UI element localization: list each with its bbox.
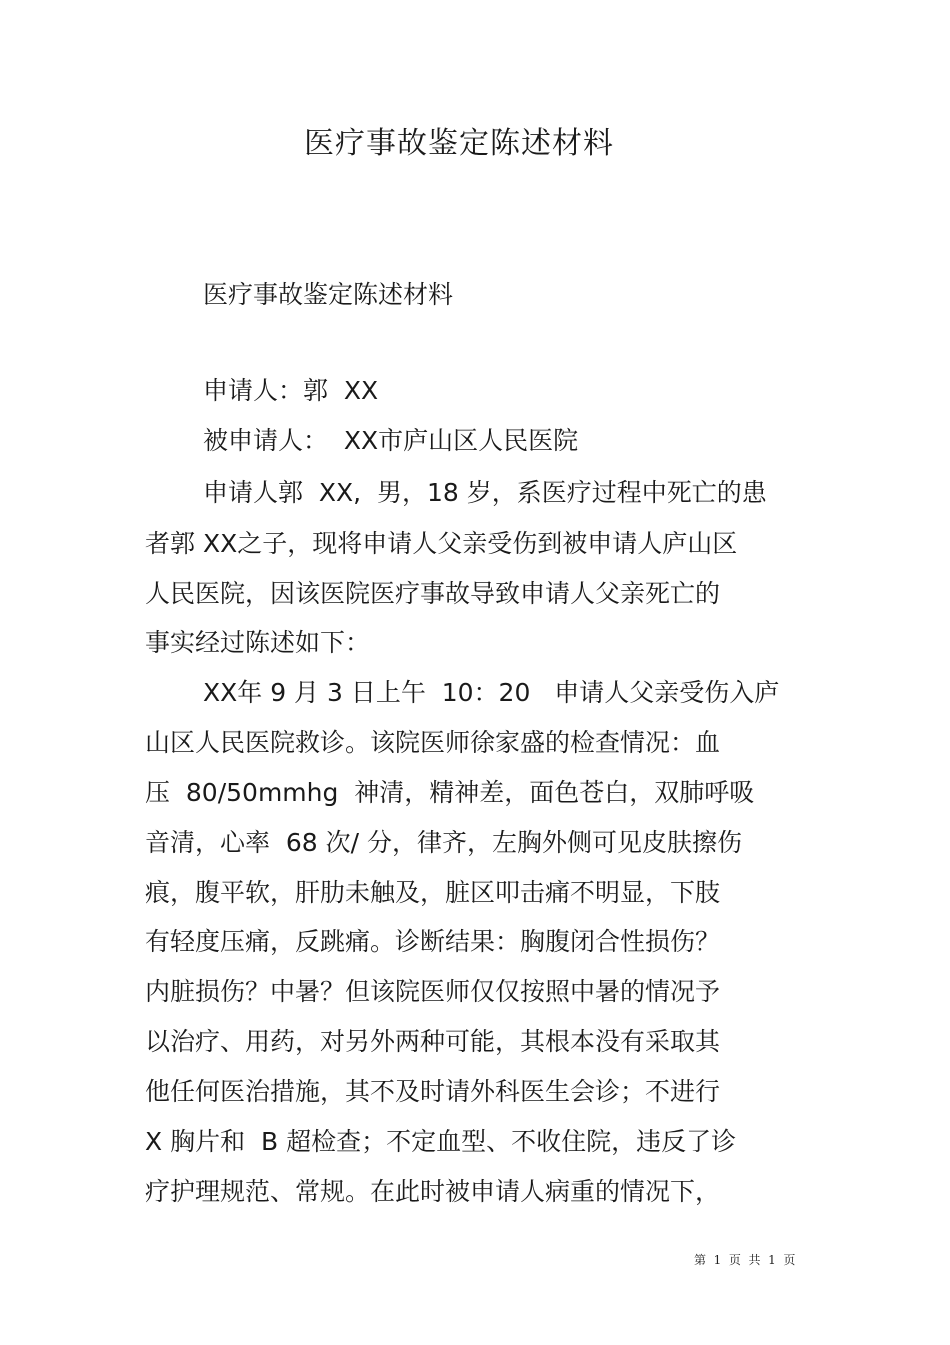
body-line: 他任何医治措施，其不及时请外科医生会诊；不进行 [145,1077,721,1106]
page-title: 医疗事故鉴定陈述材料 [304,126,614,161]
body-line: 音清，心率 68 次/ 分，律齐，左胸外侧可见皮肤擦伤 [145,828,743,857]
body-line: 疗护理规范、常规。在此时被申请人病重的情况下， [145,1177,721,1206]
body-line: 内脏损伤？中暑？但该院医师仅仅按照中暑的情况予 [145,977,721,1006]
page-footer: 第 1 页 共 1 页 [694,1253,796,1267]
body-line: X 胸片和 B 超检查；不定血型、不收住院，违反了诊 [145,1127,737,1156]
body-line: 事实经过陈述如下： [145,628,371,657]
body-line: 以治疗、用药，对另外两种可能，其根本没有采取其 [145,1027,721,1056]
body-line: 山区人民医院救诊。该院医师徐家盛的检查情况：血 [145,728,721,757]
applicant-line: 申请人：郭 XX [203,376,379,405]
body-line: XX年 9 月 3 日上午 10：20 申请人父亲受伤入庐 [203,678,780,707]
subtitle: 医疗事故鉴定陈述材料 [203,280,454,309]
body-line: 有轻度压痛，反跳痛。诊断结果：胸腹闭合性损伤？ [145,927,721,956]
body-line: 者郭 XX之子，现将申请人父亲受伤到被申请人庐山区 [145,529,738,558]
body-line: 痕，腹平软，肝肋未触及，脏区叩击痛不明显，下肢 [145,878,721,907]
body-line: 人民医院，因该医院医疗事故导致申请人父亲死亡的 [145,579,721,608]
body-line: 申请人郭 XX, 男，18 岁，系医疗过程中死亡的患 [203,478,767,507]
respondent-line: 被申请人： XX市庐山区人民医院 [203,426,579,455]
body-line: 压 80/50mmhg 神清，精神差，面色苍白，双肺呼吸 [145,778,755,807]
